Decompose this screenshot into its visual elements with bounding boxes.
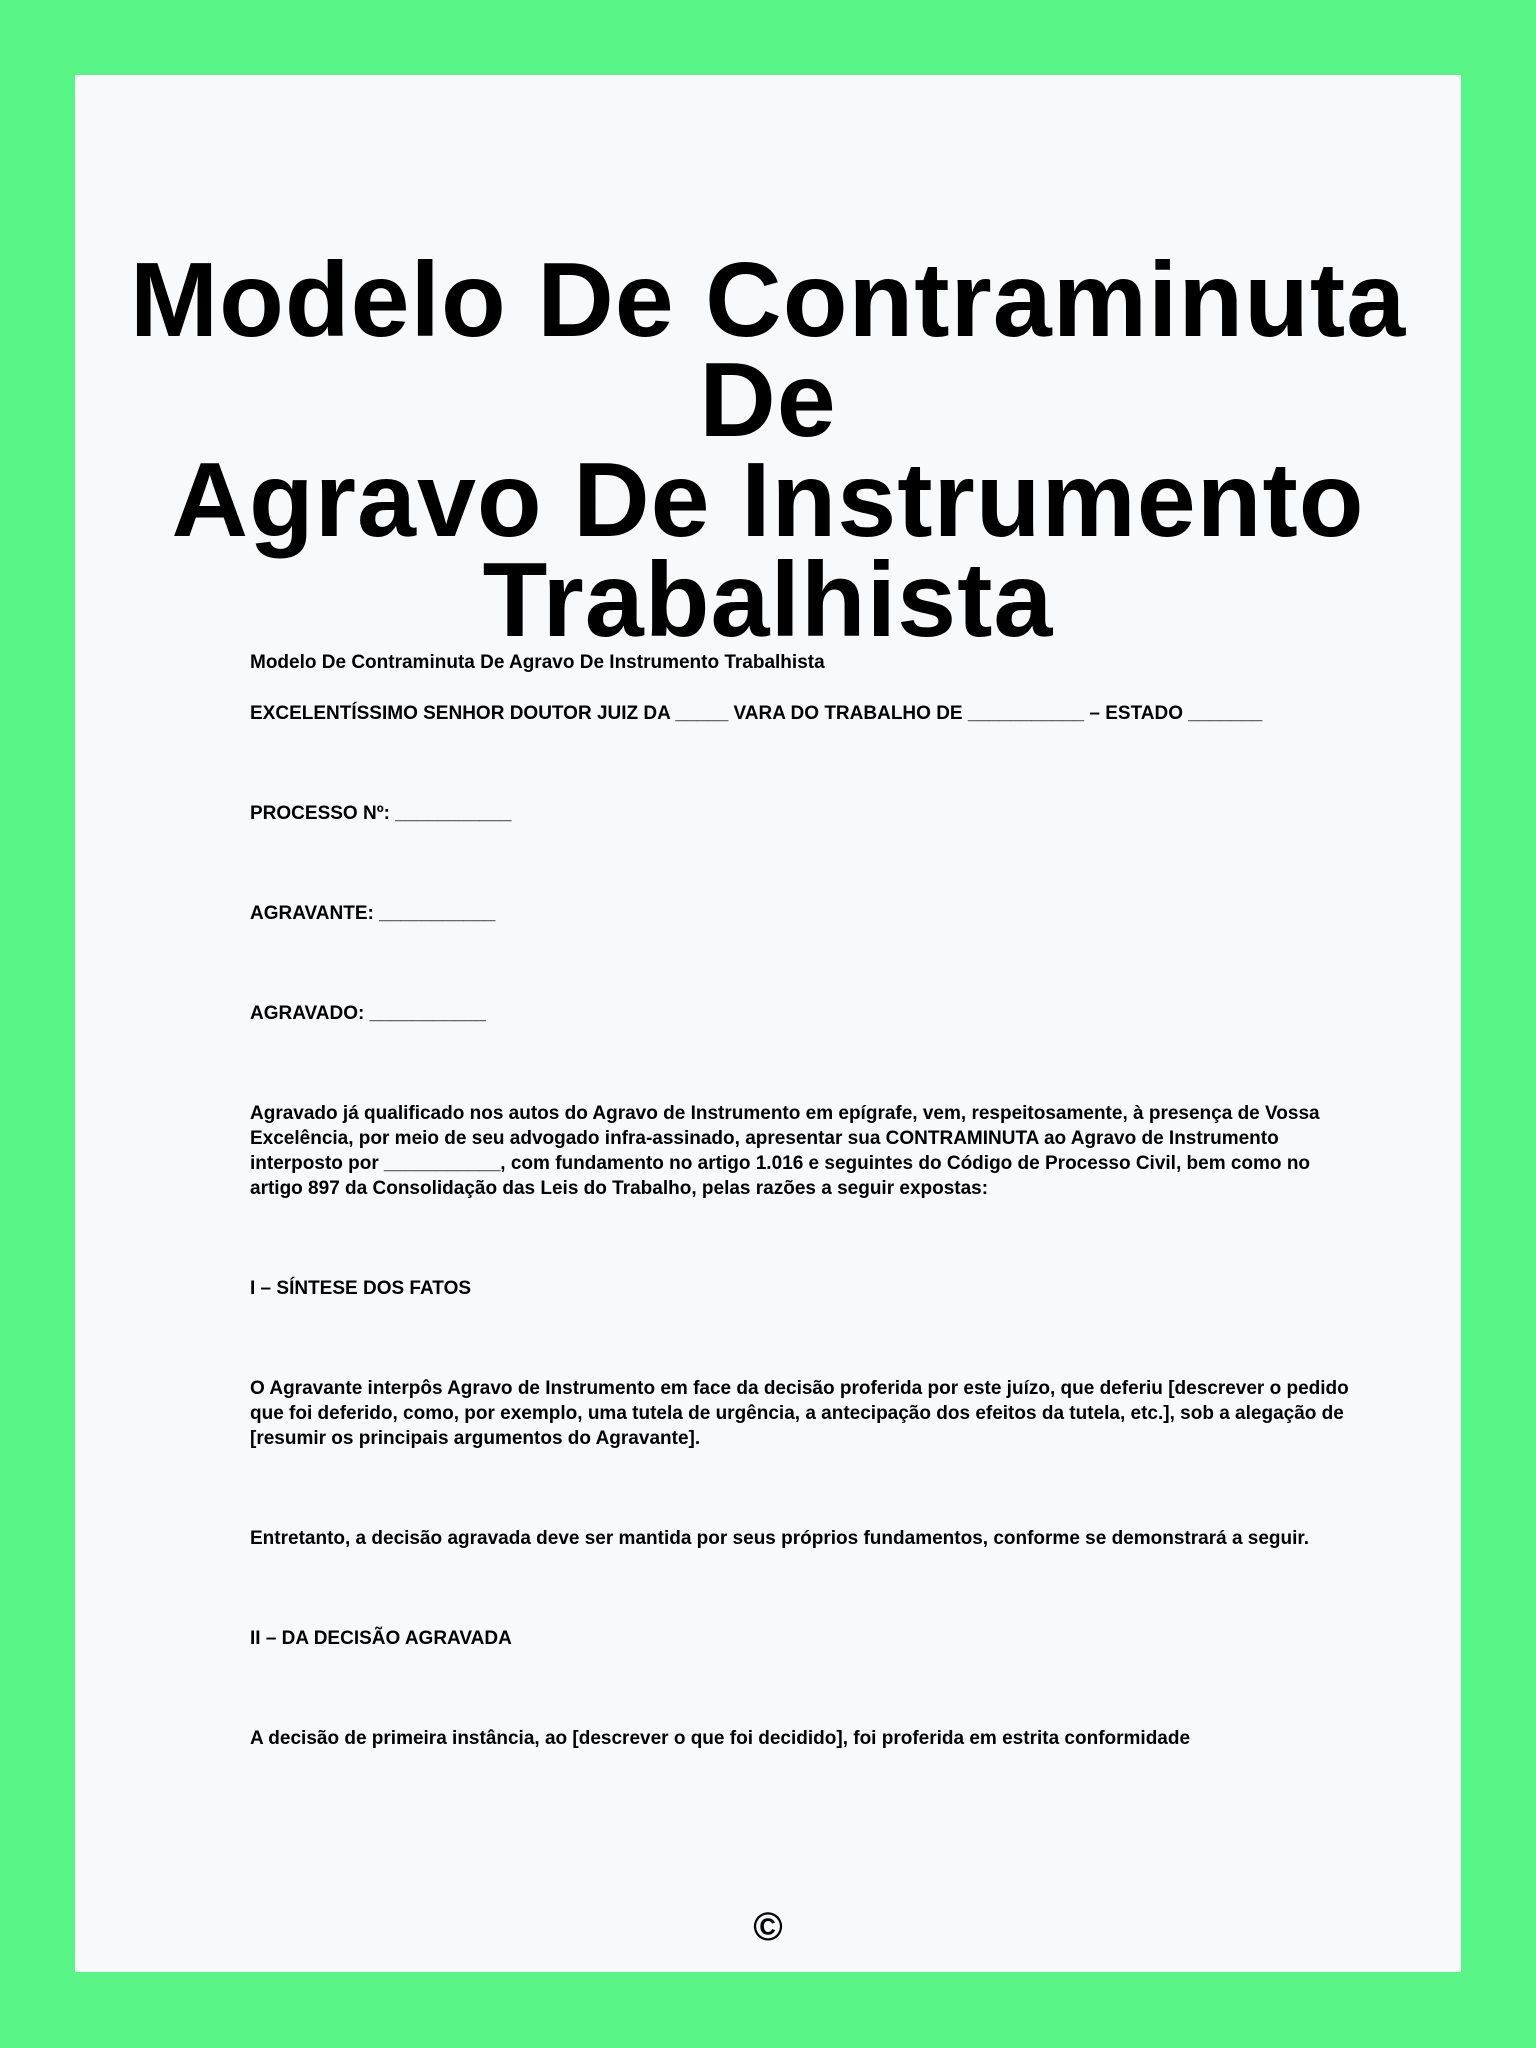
document-body bbox=[250, 650, 1360, 1751]
document-page bbox=[75, 75, 1461, 1972]
section2-paragraph-1: A decisão de primeira instância, ao [descrever o que foi decidido], foi proferida em estrita conformidade bbox=[250, 1728, 1191, 1749]
section-heading-sintese: I – SÍNTESE DOS FATOS bbox=[250, 1278, 472, 1299]
section1-paragraph-2: Entretanto, a decisão agravada deve ser mantida por seus próprios fundamentos, conforme se demonstrará a seguir. bbox=[250, 1528, 1310, 1549]
page-title bbox=[75, 241, 1461, 659]
intro-paragraph: Agravado já qualificado nos autos do Agravo de Instrumento em epígrafe, vem, respeitosamente, à presença de Vossa Excelência, por meio de seu advogado infra-assinado, apresentar sua CONTRAMINUTA ao Agravo de Instrumento interposto por ___________, com fundamento no artigo 1.016 e seguintes do Código de Processo Civil, bem como no artigo 897 da Consolidação das Leis do Trabalho, pelas razões a seguir expostas: bbox=[250, 1103, 1320, 1199]
page-title-line-2: Agravo De Instrumento bbox=[171, 441, 1365, 559]
processo-field: PROCESSO Nº: ___________ bbox=[250, 803, 512, 824]
document-title: Modelo De Contraminuta De Agravo De Instrumento Trabalhista bbox=[250, 652, 825, 673]
agravante-field: AGRAVANTE: ___________ bbox=[250, 903, 496, 924]
section1-paragraph-1: O Agravante interpôs Agravo de Instrumento em face da decisão proferida por este juízo, que deferiu [descrever o pedido que foi deferido, como, por exemplo, uma tutela de urgência, a antecipação dos efeitos da tutela, etc.], sob a alegação de [resumir os principais argumentos do Agravante]. bbox=[250, 1378, 1349, 1449]
agravado-field: AGRAVADO: ___________ bbox=[250, 1003, 486, 1024]
addressee-line: EXCELENTÍSSIMO SENHOR DOUTOR JUIZ DA _____ VARA DO TRABALHO DE ___________ – ESTADO _______ bbox=[250, 703, 1263, 724]
page-title-line-3: Trabalhista bbox=[482, 541, 1054, 659]
copyright-icon: © bbox=[753, 1905, 783, 1949]
section-heading-decisao: II – DA DECISÃO AGRAVADA bbox=[250, 1628, 512, 1649]
page-title-line-1: Modelo De Contraminuta De bbox=[129, 241, 1407, 459]
